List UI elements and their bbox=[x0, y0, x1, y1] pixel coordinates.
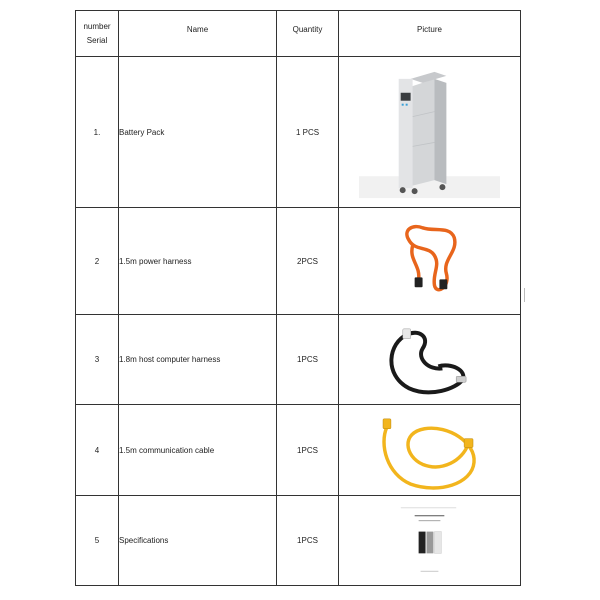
header-quantity: Quantity bbox=[277, 11, 339, 57]
row-name: 1.5m power harness bbox=[119, 208, 277, 315]
row-name: 1.5m communication cable bbox=[119, 405, 277, 496]
header-name: Name bbox=[119, 11, 277, 57]
row-serial: 4 bbox=[76, 405, 119, 496]
row-picture bbox=[339, 208, 521, 315]
page-edge-mark bbox=[524, 288, 525, 302]
row-name: Specifications bbox=[119, 496, 277, 586]
row-serial: 5 bbox=[76, 496, 119, 586]
row-serial: 1. bbox=[76, 57, 119, 208]
table-row bbox=[76, 315, 521, 405]
row-quantity: 2PCS bbox=[277, 208, 339, 315]
spec-sheet-icon bbox=[339, 496, 520, 585]
row-name: 1.8m host computer harness bbox=[119, 315, 277, 405]
table-row bbox=[76, 405, 521, 496]
row-picture bbox=[339, 405, 521, 496]
row-name: Battery Pack bbox=[119, 57, 277, 208]
header-picture: Picture bbox=[339, 11, 521, 57]
row-quantity: 1PCS bbox=[277, 405, 339, 496]
row-quantity: 1PCS bbox=[277, 496, 339, 586]
yellow-ethernet-cable-icon bbox=[339, 405, 520, 495]
battery-pack-icon bbox=[339, 57, 520, 207]
header-serial: number Serial bbox=[76, 11, 119, 57]
table-row bbox=[76, 496, 521, 586]
table-row bbox=[76, 208, 521, 315]
black-usb-cable-icon bbox=[339, 315, 520, 404]
orange-cable-icon bbox=[339, 208, 520, 314]
row-quantity: 1PCS bbox=[277, 315, 339, 405]
row-picture bbox=[339, 315, 521, 405]
row-picture bbox=[339, 496, 521, 586]
row-picture bbox=[339, 57, 521, 208]
table-row bbox=[76, 57, 521, 208]
table-header-row bbox=[76, 11, 521, 57]
packing-list-table bbox=[75, 10, 521, 586]
row-serial: 2 bbox=[76, 208, 119, 315]
row-quantity: 1 PCS bbox=[277, 57, 339, 208]
row-serial: 3 bbox=[76, 315, 119, 405]
